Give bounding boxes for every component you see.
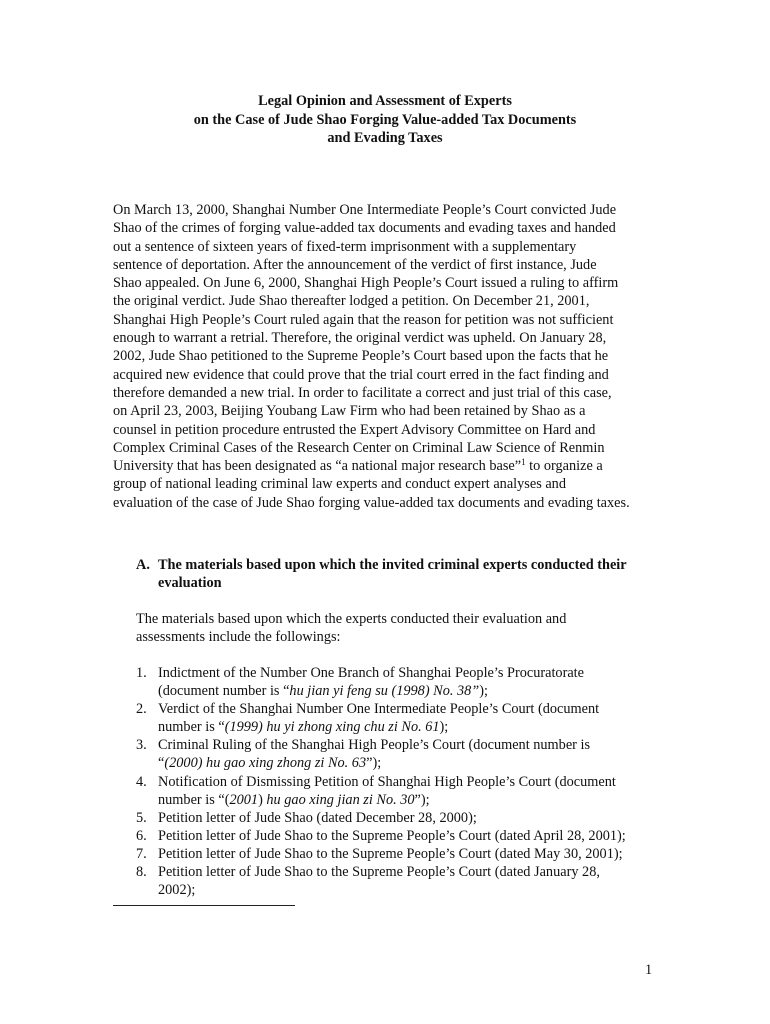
intro-line: out a sentence of sixteen years of fixed-term imprisonment with a supplementary <box>113 238 577 255</box>
list-text: ) <box>258 791 267 808</box>
intro-line-footnoted <box>113 457 673 475</box>
section-heading-line: The materials based upon which the invited criminal experts conducted their <box>158 557 627 573</box>
list-item <box>136 773 676 809</box>
list-item-line: Verdict of the Shanghai Number One Intermediate People’s Court (document <box>158 701 600 718</box>
intro-line: sentence of deportation. After the announcement of the verdict of first instance, Jude <box>113 256 597 273</box>
list-text: ”); <box>366 755 382 772</box>
list-item <box>136 700 676 736</box>
paragraph-line: The materials based upon which the experts conducted their evaluation and <box>136 611 567 627</box>
intro-line: Complex Criminal Cases of the Research Center on Criminal Law Science of Renmin <box>113 439 605 456</box>
section-marker: A. <box>136 557 150 573</box>
footnote-reference[interactable]: 1 <box>521 457 526 468</box>
intro-line: 2002, Jude Shao petitioned to the Supreme People’s Court based upon the facts that he <box>113 348 609 365</box>
list-item-line <box>158 718 676 736</box>
paragraph-line: assessments include the followings: <box>136 629 341 646</box>
list-text: (document number is “ <box>158 683 290 700</box>
page-number: 1 <box>645 962 653 978</box>
document-year: 2001 <box>229 791 259 808</box>
section-heading-line: evaluation <box>158 575 222 592</box>
intro-line: group of national leading criminal law experts and conduct expert analyses and <box>113 476 566 493</box>
intro-line: counsel in petition procedure entrusted the Expert Advisory Committee on Hard and <box>113 421 596 438</box>
list-item <box>136 809 676 827</box>
intro-line: the original verdict. Jude Shao thereafter lodged a petition. On December 21, 2001, <box>113 293 590 310</box>
list-text: ); <box>479 683 488 700</box>
document-number: (2000) hu gao xing zhong zi No. 63 <box>164 755 367 772</box>
intro-paragraph <box>113 201 673 512</box>
document-number: (1999) hu yi zhong xing chu zi No. 61 <box>224 719 440 736</box>
intro-line: Shanghai High People’s Court ruled again that the reason for petition was not sufficient <box>113 311 614 328</box>
intro-line: evaluation of the case of Jude Shao forging value-added tax documents and evading taxes. <box>113 494 630 511</box>
list-item-line: Petition letter of Jude Shao (dated December 28, 2000); <box>158 809 477 826</box>
list-item <box>136 863 676 899</box>
intro-line: enough to warrant a retrial. Therefore, the original verdict was upheld. On January 28, <box>113 330 607 347</box>
list-number: 1. <box>136 665 147 681</box>
title-line-1: Legal Opinion and Assessment of Experts <box>258 93 512 109</box>
list-item-line: 2002); <box>158 882 196 899</box>
list-number: 7. <box>136 845 147 862</box>
intro-line: Shao appealed. On June 6, 2000, Shanghai High People’s Court issued a ruling to affirm <box>113 275 619 292</box>
materials-list <box>136 664 676 899</box>
list-item <box>136 736 676 772</box>
intro-line: acquired new evidence that could prove that the trial court erred in the fact finding and <box>113 366 609 383</box>
title-line-3: and Evading Taxes <box>327 130 443 146</box>
list-number: 4. <box>136 773 147 790</box>
list-item <box>136 845 676 863</box>
intro-line-text: to organize a <box>525 458 603 475</box>
list-number: 3. <box>136 737 147 754</box>
list-item-line: Petition letter of Jude Shao to the Supreme People’s Court (dated January 28, <box>158 864 600 881</box>
list-item-line: Notification of Dismissing Petition of Shanghai High People’s Court (document <box>158 773 616 790</box>
list-text: number is “ <box>158 719 225 736</box>
section-a-heading <box>136 556 676 593</box>
intro-line: On March 13, 2000, Shanghai Number One Intermediate People’s Court convicted Jude <box>113 202 617 218</box>
list-text: number is “( <box>158 791 230 808</box>
list-number: 5. <box>136 809 147 826</box>
list-item-line <box>158 682 676 700</box>
intro-line: Shao of the crimes of forging value-added tax documents and evading taxes and handed <box>113 220 616 237</box>
list-item <box>136 827 676 845</box>
list-item-line <box>158 791 676 809</box>
list-item-line: Criminal Ruling of the Shanghai High People’s Court (document number is <box>158 737 591 754</box>
list-item-line: Petition letter of Jude Shao to the Supreme People’s Court (dated April 28, 2001); <box>158 827 626 844</box>
document-number: hu jian yi feng su (1998) No. 38” <box>289 683 480 700</box>
document-number: hu gao xing jian zi No. 30 <box>266 791 415 808</box>
intro-line: on April 23, 2003, Beijing Youbang Law Firm who had been retained by Shao as a <box>113 403 586 420</box>
document-title <box>0 92 770 148</box>
list-number: 8. <box>136 864 147 881</box>
list-number: 6. <box>136 827 147 844</box>
list-item-line <box>158 754 676 772</box>
title-line-2: on the Case of Jude Shao Forging Value-added Tax Documents <box>193 111 577 128</box>
materials-intro-paragraph <box>136 610 656 647</box>
list-item-line: Indictment of the Number One Branch of Shanghai People’s Procuratorate <box>158 665 585 681</box>
list-text: “ <box>158 755 165 772</box>
list-number: 2. <box>136 701 147 718</box>
footnote-separator <box>113 905 295 906</box>
list-item <box>136 664 676 700</box>
intro-line-text: University that has been designated as “a national major research base” <box>113 458 522 475</box>
list-text: ”); <box>414 791 430 808</box>
intro-line: therefore demanded a new trial. In order to facilitate a correct and just trial of this case, <box>113 384 612 401</box>
list-text: ); <box>439 719 449 736</box>
list-item-line: Petition letter of Jude Shao to the Supreme People’s Court (dated May 30, 2001); <box>158 845 623 862</box>
